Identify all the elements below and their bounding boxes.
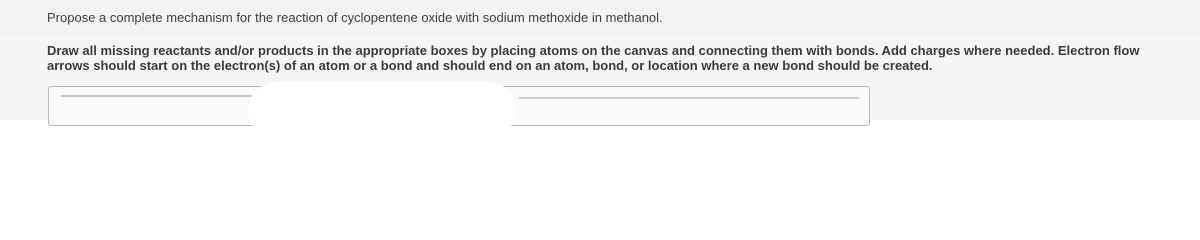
canvas-toolbar-divider <box>519 97 859 99</box>
instructions-line-2: arrows should start on the electron(s) of an atom or a bond and should end on an atom, bond, or location where a new bond should be created. <box>47 58 933 73</box>
drawing-instructions <box>47 43 1200 73</box>
instructions-line-1: Draw all missing reactants and/or products in the appropriate boxes by placing atoms on the canvas and connecting them with bonds. Add charges where needed. Electron flow <box>47 43 1140 58</box>
redaction-overlay <box>248 82 516 138</box>
question-prompt: Propose a complete mechanism for the reaction of cyclopentene oxide with sodium methoxide in methanol. <box>47 10 663 25</box>
